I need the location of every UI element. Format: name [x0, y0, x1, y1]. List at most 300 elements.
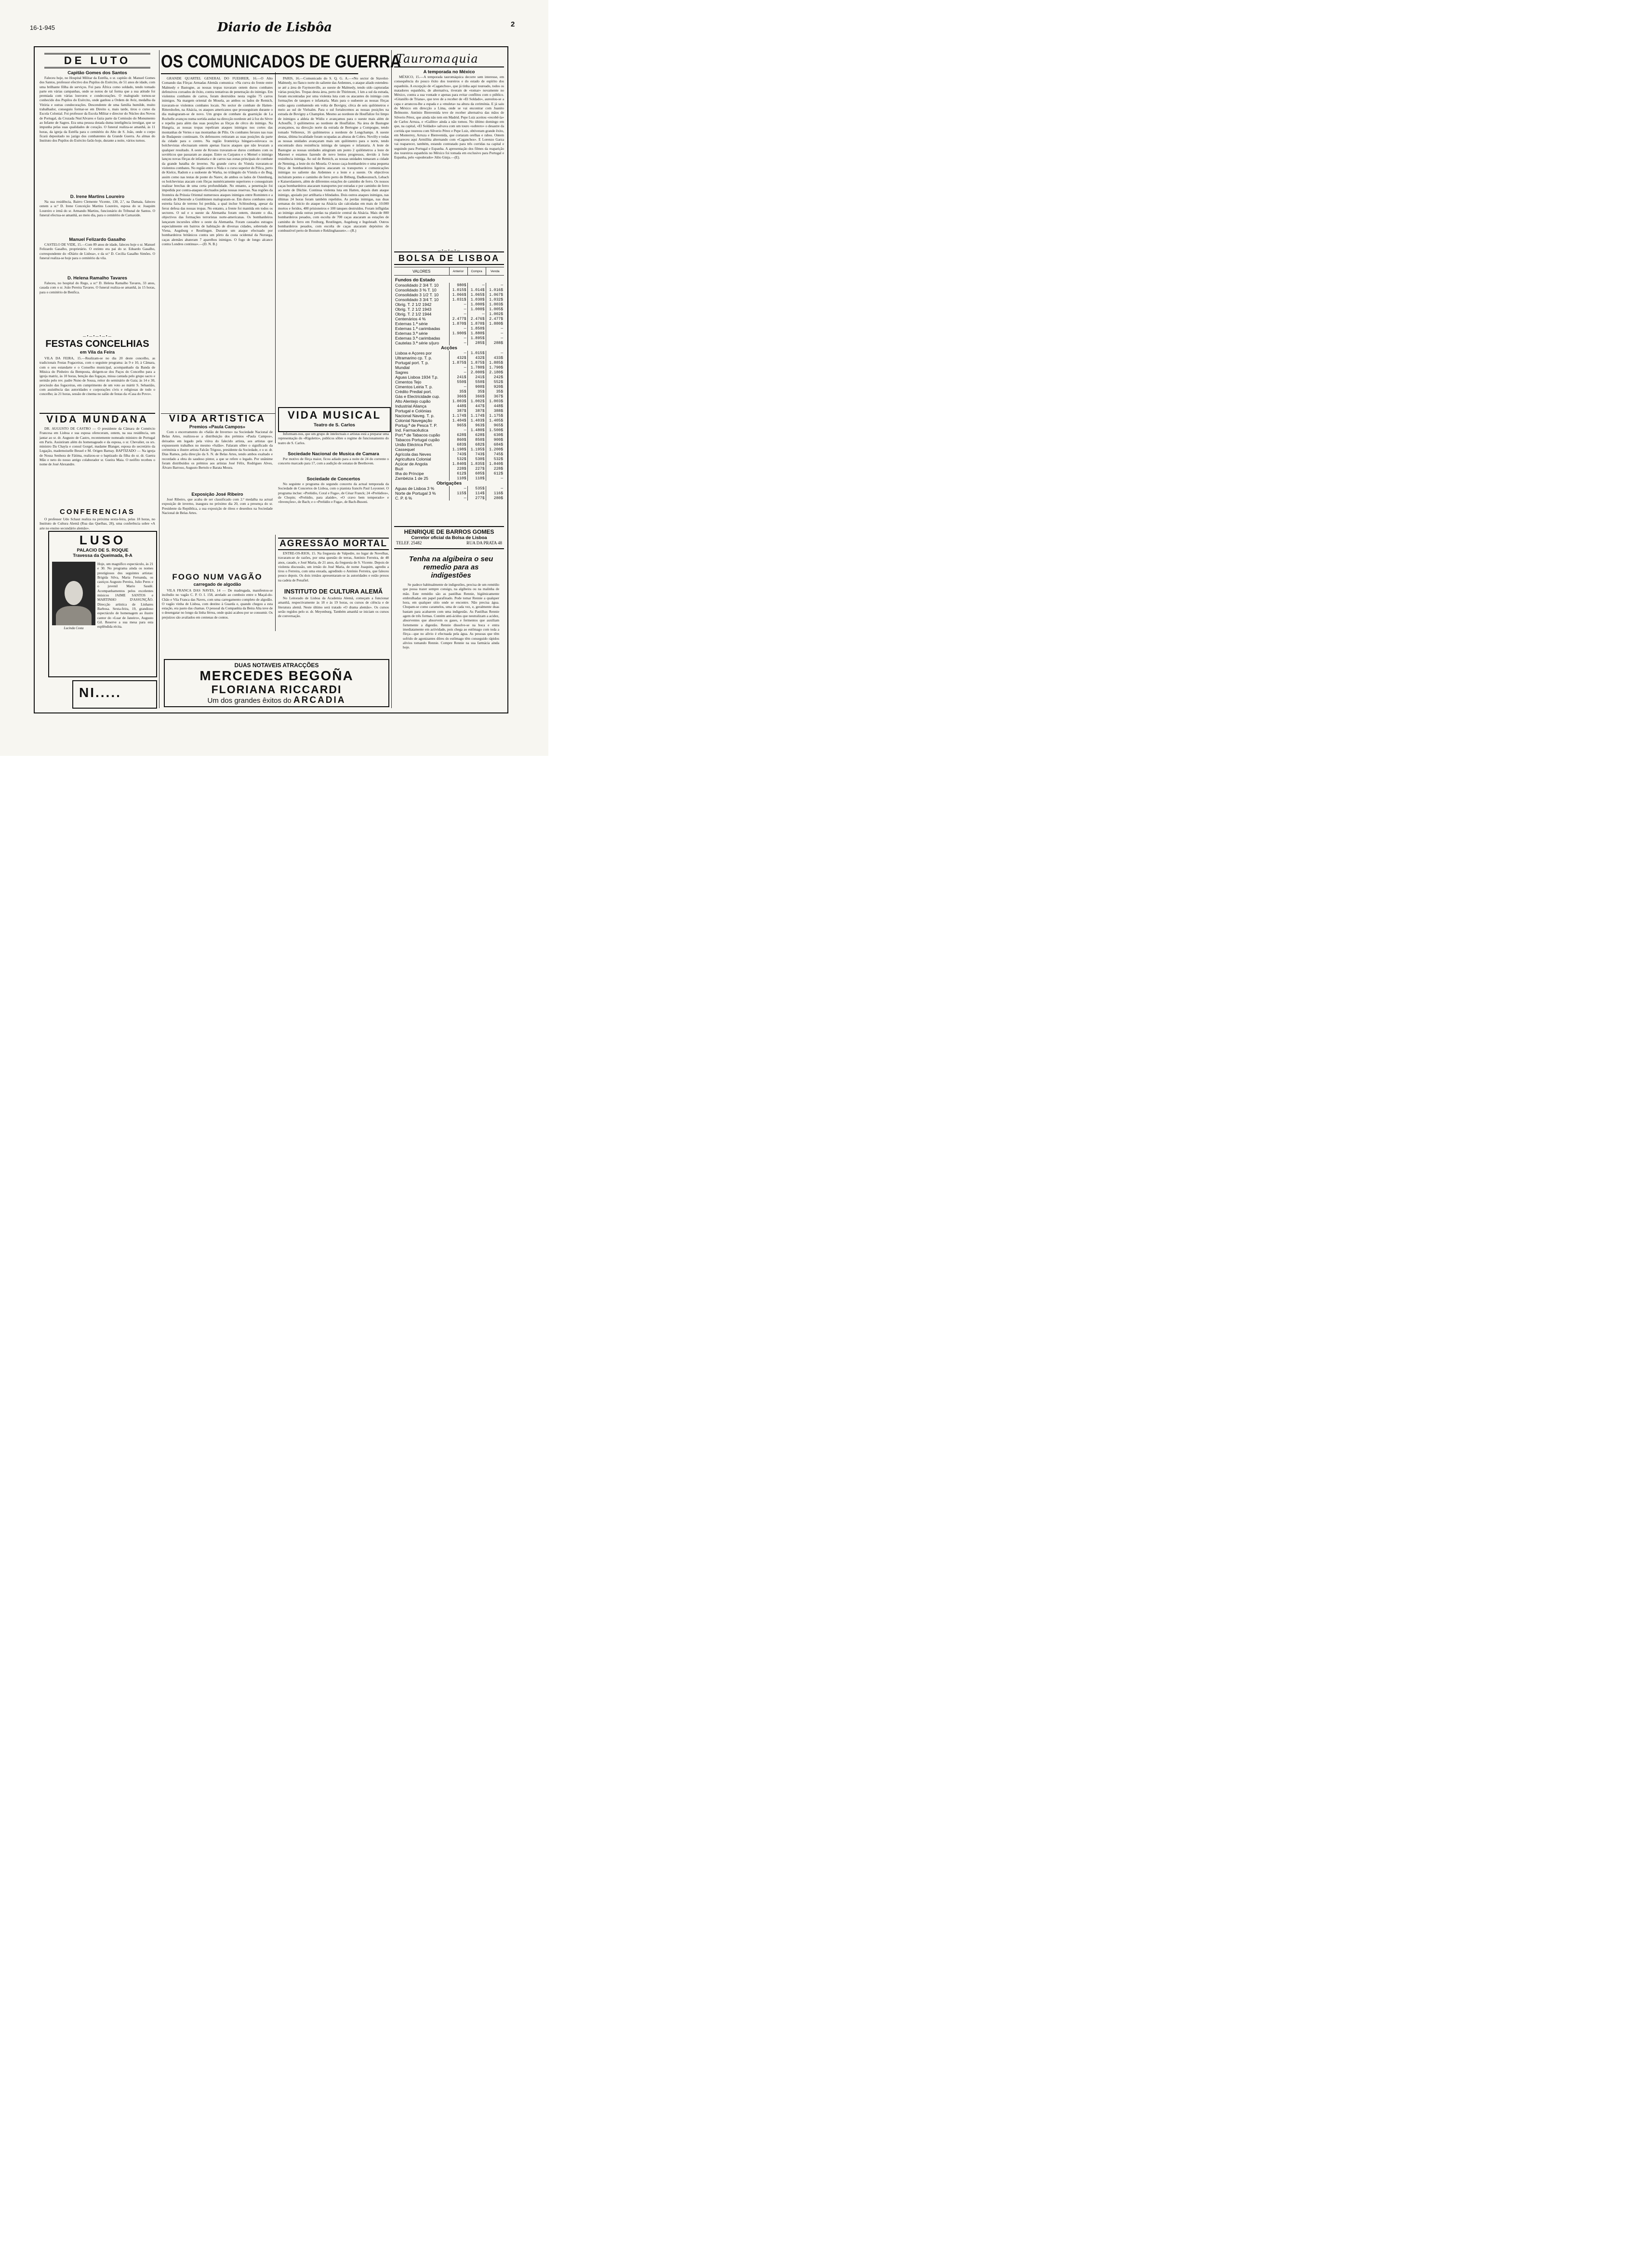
price-venda: 280$ [486, 496, 504, 501]
price-anterior: 743$ [449, 452, 467, 457]
corretor-address: RUA DA PRATA 48 [466, 541, 502, 545]
price-venda: 965$ [486, 423, 504, 428]
ad-line-3-text: Um dos grandes êxitos do [207, 697, 292, 705]
newspaper-page [0, 0, 548, 756]
price-anterior: 1.198$ [449, 447, 467, 452]
bolsa-section-fundos: Fundos do Estado [395, 277, 435, 283]
security-name: Ultramarino cp. T. p. [395, 356, 432, 360]
price-anterior: 387$ [449, 409, 467, 413]
security-name: Obrig. T. 2 1/2 1944 [395, 312, 432, 316]
portrait-shoulders [56, 606, 92, 625]
price-compra: 1.880$ [467, 331, 486, 336]
issue-date: 16-1-945 [30, 24, 55, 31]
price-venda: 1.002$ [486, 312, 504, 316]
security-name: Cautelas 3.ª série s/juro [395, 341, 439, 345]
security-name: Alto Alentejo cupão [395, 399, 431, 404]
instituto-section [278, 588, 389, 628]
price-compra: 1.480$ [467, 428, 486, 433]
accoes-row [394, 365, 504, 370]
price-venda: 1.016$ [486, 288, 504, 292]
fogo-section [162, 572, 273, 633]
price-anterior: 532$ [449, 457, 467, 462]
bolsa-section-obrig: Obrigações [436, 481, 462, 486]
fundos-row [394, 292, 504, 297]
obrig-row [394, 486, 504, 491]
security-name: Lisboa e Açores por [395, 351, 432, 356]
bolsa-section-accoes: Acções [441, 345, 457, 351]
exposicao-title: Exposição José Ribeiro [191, 492, 243, 497]
price-compra: 1.015$ [467, 351, 486, 356]
price-compra: — [467, 312, 486, 316]
accoes-row [394, 404, 504, 409]
rennie-ad [403, 555, 499, 708]
corretor-tel: TELEF. 25482 [396, 541, 422, 545]
price-anterior: 228$ [449, 466, 467, 471]
security-name: Externas 1.ª carimbadas [395, 326, 440, 331]
price-compra: 1.850$ [467, 326, 486, 331]
accoes-row [394, 428, 504, 433]
price-anterior: 448$ [449, 404, 467, 409]
bolsa-section [394, 251, 504, 501]
price-venda: 2.477$ [486, 316, 504, 321]
price-anterior: — [449, 351, 467, 356]
corretor-box [394, 526, 504, 549]
security-name: Externas 3.ª carimbadas [395, 336, 440, 341]
security-name: Portug.ª de Pesca T. P. [395, 423, 438, 428]
tauromaquia-text: MÉXICO, 15.—A temporada tauromáquica decorre sem interesse, em consequência do pouco êxito dos toureiros e do estado de espírito dos espanhóis. A excepção de «Caganchos», que já tinha aqui toureado, todos os matadores espanhóis, de alternativa, tiveram de «tomar» novamente no México, contra a sua vontade e apenas para evitar conflitos com o público. «Gitanillo de Triana», que teve de a receber de «El Soldado», aureolou-se a capa e arrancou-lhe a espada e a «muleta» na altura da cerimónia. E já saiu do México em direcção a Lima, onde se vai encontrar com Juanito Belmonte. António Bienvenida teve de receber alternativa das mãos de Silverio Pérez, que ainda não tem em Madrid. Pepe Luiz aceitou «recebê-la» de Carlos Arruza, e «Gallito» ainda a não tomou. No último domingo em que, na capital, «El Soldado» salvava com um touro «sobrero» o desastre da corrida que toureou com Silverio Pérez e Pepe Luiz, obtiveram grande êxito, em Monterrey, Arruza e Bienvenida, que cortaram orelhas e rabos. Ontem reapareceu aqui Armillita alternando com «Caganchos». E Lorenzo Garza vai reaparecer, também, estando contratado para três corridas na capital e seguindo para Portugal e Espanha. A apresentação dos filmes da reaparição dos toureiros espanhóis no México foi tomada em exclusivo para Portugal e Espanha, pelo «apoderado» Júlio Ginja.—(E). [394, 75, 504, 160]
price-anterior: 432$ [449, 356, 467, 360]
price-compra: 2.000$ [467, 370, 486, 375]
price-venda: 552$ [486, 380, 504, 384]
col-valores: VALORES [412, 269, 431, 274]
instituto-heading: INSTITUTO DE CULTURA ALEMÃ [284, 588, 383, 595]
luso-caption: Lucinda Costa [64, 626, 84, 630]
security-name: Buzi [395, 466, 403, 471]
bolsa-heading: BOLSA DE LISBOA [394, 251, 504, 265]
price-compra: 900$ [467, 384, 486, 389]
rennie-heading: Tenha na algibeira o seu remedio para as indigestões [409, 555, 493, 580]
price-venda: 1.005$ [486, 307, 504, 312]
security-name: Consolidado 3 % T. 10 [395, 288, 437, 292]
price-compra: 227$ [467, 466, 486, 471]
fundos-row [394, 288, 504, 292]
accoes-row [394, 360, 504, 365]
price-venda: 228$ [486, 466, 504, 471]
luso-text: Hoje, um magnífico espectáculo, às 21 e 30. No programa ainda os nomes prestigiosos dos seguintes artistas: Brigida Silva, Maria Fernanda, os castiços Augusto Pereira, Julio Peres e o juvenil Mario Saudé. Acompanhamentos pelos excelentes músicos JAIME SANTOS e MARTINHO D'ASSUNÇÃO. Direcção artística de Linhares Barbosa. Sexta-feira, 19, grandioso espectáculo de homenagem ao ilustre cantor do «Luar de Janeiro», Augusto Gil. Reserve a sua mesa para esta esplêndida récita. [97, 562, 153, 629]
price-anterior: 1.404$ [449, 418, 467, 423]
ad-line-3 [165, 696, 388, 706]
price-compra: 1.000$ [467, 307, 486, 312]
accoes-row [394, 380, 504, 384]
security-name: Cimentos Tejo [395, 380, 422, 384]
price-compra: 1.403$ [467, 418, 486, 423]
accoes-row [394, 351, 504, 356]
security-name: Colonial Navegação [395, 418, 432, 423]
luto-text-2: Na sua residência, Bairro Clemente Vicente, 130, 2.º, na Damaia, faleceu ontem a sr.ª D. Irene Conceição Martins Loureiro, esposa do sr. Joaquim Loureiro e irmã do sr. Armando Martins, funcionário do Tribunal de Santos. O funeral efectua-se amanhã, ao meio dia, para o cemitério de Carnaxide. [40, 199, 155, 217]
price-venda: 684$ [486, 442, 504, 447]
accoes-row [394, 437, 504, 442]
price-anterior: 115$ [449, 491, 467, 496]
price-anterior: 612$ [449, 471, 467, 476]
price-anterior: 1.003$ [449, 399, 467, 404]
security-name: Cimentos Leiria T. p. [395, 384, 433, 389]
price-venda: 242$ [486, 375, 504, 380]
security-name: Açúcar de Angola [395, 462, 428, 466]
price-venda: 1.880$ [486, 321, 504, 326]
security-name: Norte de Portugal 3 % [395, 491, 436, 496]
security-name: Consolidado 3 3/4 T. 10 [395, 297, 439, 302]
ad-line-1: MERCEDES BEGOÑA [199, 668, 354, 683]
security-name: Externas 1.ª série [395, 321, 428, 326]
price-anterior: — [449, 336, 467, 341]
vida-musical-heading: VIDA MUSICAL [287, 409, 382, 421]
price-compra: 1.835$ [467, 462, 486, 466]
price-compra: 1.870$ [467, 321, 486, 326]
price-venda: 1.032$ [486, 297, 504, 302]
column-rule [275, 72, 276, 443]
fogo-sub: carregado de algodão [193, 582, 241, 587]
price-anterior: 1.031$ [449, 297, 467, 302]
luso-photo [52, 562, 95, 625]
accoes-row [394, 418, 504, 423]
agressao-section [278, 538, 389, 595]
price-anterior: 965$ [449, 423, 467, 428]
price-compra: 605$ [467, 471, 486, 476]
tauromaquia-section [394, 50, 504, 243]
security-name: Crédito Predial port. [395, 389, 432, 394]
price-anterior: 1.870$ [449, 321, 467, 326]
accoes-row [394, 370, 504, 375]
price-venda: 1.840$ [486, 462, 504, 466]
price-compra: 110$ [467, 476, 486, 481]
price-venda: 532$ [486, 457, 504, 462]
fundos-row [394, 302, 504, 307]
sao-carlos-title: Teatro de S. Carlos [314, 422, 355, 428]
security-name: Cassequel [395, 447, 415, 452]
security-name: Agricultura Colonial [395, 457, 431, 462]
bolsa-table [394, 267, 504, 501]
price-venda: 1.405$ [486, 418, 504, 423]
fundos-row [394, 326, 504, 331]
price-venda: 900$ [486, 437, 504, 442]
price-venda: 1.003$ [486, 302, 504, 307]
accoes-row [394, 466, 504, 471]
price-anterior: 241$ [449, 375, 467, 380]
luso-name: LUSO [79, 533, 126, 547]
accoes-row [394, 375, 504, 380]
price-anterior: 1.875$ [449, 360, 467, 365]
accoes-row [394, 399, 504, 404]
security-name: Consolidado 3 1/2 T. 10 [395, 292, 439, 297]
col-venda: Venda [486, 267, 504, 276]
price-venda: 920$ [486, 384, 504, 389]
price-anterior: 1.900$ [449, 331, 467, 336]
festas-sub: em Vila da Feira [80, 350, 115, 355]
price-anterior: — [449, 496, 467, 501]
price-venda: 1.790$ [486, 365, 504, 370]
price-venda: 612$ [486, 471, 504, 476]
rennie-text: Se padece habitualmente de indigestões, precisa de um remédio que possa trazer sempre consigo, na algibeira ou na malinha de mão. Este remédio são as pastilhas Rennie, higiènicamente embrulhadas em papel parafinado. Pode tomar Rennie a qualquer hora, em qualquer sitio onde se encontre. Não precisa água. Chupam-se como caramelos, uma de cada vez, e, geralmente duas bastam para acabarem com uma indigestão. As Pastilhas Rennie agem de três formas. Contém anti-ácidos que neutralizam a acidez, absorventes que absorvem os gases, e fermentos que auxiliam fortemente a digestão. Rennie dissolve-se na boca e entra imediatamente em actividade, pois chega ao estômago com toda a fôrça—que no alívio é efectuada pela água. As pessoas que têm sofrido de agonizantes dôres do estômago têm conseguido rápidos alivios tomando Rennie. Compre Rennie na sua farmácia ainda hoje. [403, 582, 499, 650]
security-name: Zambézia 1 de 25 [395, 476, 428, 481]
sao-carlos-text: Informam-nos, que um grupo de intelectuais e artistas está a preparar uma representação do «Rigoletto», publicos sôbre o regime de funcionamento do teatro de S. Carlos. [278, 432, 389, 445]
price-anterior: 1.066$ [449, 292, 467, 297]
price-venda: 2.180$ [486, 370, 504, 375]
price-compra: 963$ [467, 423, 486, 428]
festas-text: VILA DA FEIRA, 15.—Realizam-se no dia 20 deste concelho, as tradicionais Festas Fogaceiras, com o seguinte programa: às 9 e 10, à Câmara, com o seu estandarte e o Conselho municipal, acompanhado da Banda de Música do Pinheiro da Bemposta, dirigem-se dos Paços do Concelho para a igreja matriz, às 10 horas, benção das fogaças, missa cantada pelo grupo sacro e sermão pelo rev. padre Nuno de Sousa, reitor do seminário de Gaia; às 14 e 30, procissão das fogaceiras, em cumprimento de um voto ao mártir S. Sebastião, com assistência das autoridades e corporações civis e religiosas de todo o concelho; às 21 horas, sessão de cinema no salão de festas da «Casa do Povo». [40, 356, 155, 396]
fogo-text: VILA FRANCA DAS NAVES, 14 — De madrugada, manifestou-se incêndio no vagão C. P. O. I. 158, atrelado ao comboio entre o Maçal-do-Chão e Vila Franca das Naves, com uma carregamento completo de algodão. O vagão vinha de Lisboa, com destino à Guarda e, quando chegou a esta estação, era pasto das chamas. O pessoal da Companhia da Beira Alta teve de o desengatar no longo da linha férrea, onde quási acabou por se consumir. Os prejuízos são avaliados em centenas de contos. [162, 588, 273, 620]
comunicados-col1: GRANDE QUARTEL GENERAL DO FUEHRER, 16.—O Alto Comando das Fôrças Armadas Alemãs comunica: «Na curva do frente entre Malmedy e Bastogne, as nossas tropas travaram ontem duros combates defensivos coroados de êxito, contra tentativas de penetração do inimigo. Em violentos combates de carros, foram destruídos nesta região 75 carros inimigos. Na margem oriental do Mosela, ao ambos os lados de Remich, travaram-se violentos combates locais. No sector de combate de Hatten-Rittershofen, na Alsácia, os ataques americanos que prosseguiram durante o dia malograram-se de novo. Um grupo de combate da guarnição de La Rochelle avançou numa sortida audaz na direcção nordeste até à foz do Sèvre e repeliu para além das suas posições as fôrças de cêrco do inimigo. Na Hungria, as nossas tropas repeliram ataques inimigos nos cortes das montanhas de Vertes e nas montanhas de Pilis. Os combates ferozes nas ruas de Budapeste continuam. Os defensores retiraram as suas posições da parte da cidade para o centro. Na região fronteiriça húngaro-eslovaca os bolchevistas efectuaram ontem apenas fracos ataques que não levaram a qualquer resultado. A oeste de Krosno travaram-se duros combates com os soviéticos que passaram ao ataque. Entre os Carpatos e o Memel o inimigo lançou novas fôrças de infantaria e de carros nas zonas principais de combate da grande batalha de inverno. Na grande curva do Vistula travaram-se violentos combates. No região entre o Nida e o curso superior do Pilica, perto de Kielce, Radom e a sudoeste de Warka, no triângulo do Vístula e do Bug, assim como nas testas de ponte do Narev, de ambos os lados de Ostenburg, os bolchevistas atacam com fôrças numèricamente superiores e conseguiram realizar brechas de uma certa profundidade. No entanto, a penetração foi impedida por contra-ataques efectuados pelas nossas reservas. Nas regiões da fronteira da Prússia Oriental numerosos ataques inimigos entre Rominten e a estrada de Ebenrode a Gumbinnen malograram-se. Em duros combates uma estreita faixa de terreno foi perdida, a qual inclue Schlossberg, apesar da feroz defesa das nossas tropas. No entanto, a frente foi mantida em todos os sectores. O sul e o sueste da Alemanha foram ontem, durante o dia, objectivos das formações terroristas norte-americanas. Os bombardeiros lançaram incursões sôbre o oeste da Alemanha. Foram causados estragos especialmente em bairros de habitação de diversas cidades, sobretudo de Viena, Augsburg e Reutlingen. Durante um ataque efectuado por bombardeiros britânicos contra um pôrto da costa ocidental da Noruega, caças alemães abateram 7 aparelhos inimigos. O fogo de longo alcance contra Londres continua».—(D. N. B.) [162, 76, 273, 246]
price-anterior: — [449, 326, 467, 331]
price-compra: 535$ [467, 486, 486, 491]
bolsa-header-row [394, 267, 504, 276]
price-anterior: 550$ [449, 380, 467, 384]
security-name: Portugal e Colónias [395, 409, 432, 413]
luso-ad [48, 531, 157, 677]
ni-text: NI..... [79, 685, 121, 700]
festas-heading: FESTAS CONCELHIAS [45, 339, 149, 349]
vida-musical-section [278, 432, 389, 522]
price-venda: — [486, 326, 504, 331]
obrig-row [394, 496, 504, 501]
price-compra: 387$ [467, 409, 486, 413]
price-anterior: 110$ [449, 476, 467, 481]
security-name: Obrig. T. 2 1/2 1942 [395, 302, 432, 307]
price-compra: 1.065$ [467, 292, 486, 297]
security-name: Agrícola das Neves [395, 452, 431, 457]
price-venda: 1.885$ [486, 360, 504, 365]
price-compra: 241$ [467, 375, 486, 380]
price-anterior: 2.477$ [449, 316, 467, 321]
security-name: Externas 3.ª série [395, 331, 428, 336]
price-compra: 550$ [467, 380, 486, 384]
price-venda: 288$ [486, 341, 504, 345]
arcadia-ad [164, 659, 389, 707]
column-rule [391, 50, 392, 708]
vida-artistica-heading: VIDA ARTISTICA [169, 413, 266, 424]
newspaper-title: Diario de Lisbôa [217, 20, 332, 35]
price-anterior: — [449, 365, 467, 370]
security-name: Nacional Naveg. T. p. [395, 413, 435, 418]
security-name: União Eléctrica Port. [395, 442, 433, 447]
comunicados-col2: PARIS, 16.—Comunicado do S. Q. G. A.—«No sector de Stavelot-Malmedy, no flanco norte do saliente das Ardennes, o ataque aliado estendeu-se até a área de Faymonville, ao sueste de Malmedy, tendo sido capturadas várias posições. Tropas desta área, perto de Thirimont, 1 km a sul da estrada, foram encontradas por uma violenta luta com os atacantes do inimigo com formações de tanques e infantaria. Mais para o sudoeste as nossas fôrças estão agora combatendo em volta de Bovigny, cêrca de seis quilómetros e meio ao sul de Vielsalm. Para o sul fortalecemos as nossas posições na estrada de Bovigny a Champlon. Mesmo ao nordeste de Houffalize foi limpo de inimigos a aldeia de Widiu e avançamos para o sueste mais além de Achouffe, 3 quilómetros ao nordeste de Houffalize. Na área de Bastogne avançamos, na direcção norte da estrada de Bertogne a Compogne, tendo tomado Vellereux, 16 quilómetros a nordeste de Longchamps. A sueste destas, última localidade foram ocupadas as alturas de Cobru. Novilly e todas as nossas unidades avançaram mais um quilómetro para o norte, tendo encontrado dura resistência inimiga de tanques e infantaria. A leste de Bastogne as nossas unidades atingiram um ponto 2 quilómetros a leste de Marenet e estamos fazendo de novo lentos progressos, devido à forte resistência inimiga. Ao sul de Remich, as nossas unidades tomaram a cidade de Nenning, a leste do rio Mosela. O nosso caça-bombardeiro e uma pequena fôrça de bombardeiros ligeiros atacaram os transportes e comunicações inimigas no saliente das Ardennes e a leste e a sueste. Os objectivos incluíram pontes e caminho de ferro perto de Bitburg, Dadkeoznuch, Lebach e Kaiserslautern, além de diferentes estações de caminho de ferro. Os nossos caças bombardeiros atacaram transportes por estradas e por caminho de ferro ao norte de Düchie. Continua violenta luta em Hatten, depois dum ataque inimigo, apoiado por artilharia e blindados. Dois outros ataques inimigos, nas últimas 24 horas foram também repelidos. As perdas inimigas, nas duas semanas do início do ataque na Alsácia são calculadas em mais de 10.000 mortos e feridos, 400 prisioneiros e 100 tanques destruídos. Foram infligidas ao inimigo ainda outras perdas na planície central da Alsácia. Mais de 800 bombardeiros pesados, com escolta de 700 caças atacaram as estações de caminho de ferro em Freiburg, Reutlingen, Augsburg e Ingolstadt. Outros bombardeiros pesados, com escolta de caças atacaram depósitos de combustível perto de Bostum e Reklinghausen».—(R.) [278, 76, 389, 233]
accoes-row [394, 423, 504, 428]
accoes-row [394, 394, 504, 399]
accoes-row [394, 384, 504, 389]
price-compra: 628$ [467, 433, 486, 437]
price-anterior: — [449, 302, 467, 307]
fundos-row [394, 307, 504, 312]
fogo-heading: FOGO NUM VAGÃO [172, 572, 263, 581]
price-anterior: — [449, 384, 467, 389]
price-compra: 447$ [467, 404, 486, 409]
price-compra: 1.014$ [467, 288, 486, 292]
luto-title-2: D. Irene Martins Loureiro [70, 194, 125, 199]
price-compra: 1.895$ [467, 336, 486, 341]
price-compra: 1.002$ [467, 399, 486, 404]
mundana-heading: VIDA MUNDANA [40, 413, 155, 425]
festas-section [40, 339, 155, 419]
comunicados-heading: OS COMUNICADOS DE GUERRA [161, 50, 358, 74]
col-anterior: Anterior [449, 267, 467, 276]
instituto-text: No Leitorado de Lisboa da Academia Alemã, começam a funcionar amanhã, respectivamente às 18 e às 19 horas, os cursos de ciência e de literatura alemã. Neste último será tratado «O drama alemão». Os cursos serão regidos pelo sr. dr. Meyenburg. Também amanhã se iniciam os cursos de conversação. [278, 596, 389, 619]
luto-title-1: Capitão Gomes dos Santos [67, 70, 127, 76]
price-anterior: 1.840$ [449, 462, 467, 466]
security-name: Aguas Lisboa 1934 T.p. [395, 375, 438, 380]
accoes-row [394, 413, 504, 418]
security-name: Obrig. T. 2 1/2 1943 [395, 307, 432, 312]
price-venda: — [486, 331, 504, 336]
accoes-row [394, 447, 504, 452]
security-name: Port.ª de Tabacos cupão [395, 433, 440, 437]
security-name: Industrial Aliança [395, 404, 426, 409]
agressao-text: ENTRE-OS-RIOS, 15. Na freguesia de Valpedre, no lugar de Novelhas, travaram-se de razões, por uma questão de terras, António Ferreira, de 48 anos, casado, e José Maria, de 21 anos, da freguesia de S. Vicente. Depois de violenta discussão, um irmão do José Maria, de nome Joaquim, agrediu a tiros o Ferreira, com uma enxada, agredindo o António Ferreira, que faleceu pouco depois. Os dois irmãos apresentaram-se às autoridades e estão presos na cadeia de Penafiel. [278, 551, 389, 582]
vida-musical-box [278, 407, 391, 432]
luso-sub: PALACIO DE S. ROQUE [77, 548, 129, 553]
price-anterior: 35$ [449, 389, 467, 394]
price-venda: 116$ [486, 491, 504, 496]
luto-text-3: CASTELO DE VIDE, 15.—Com 89 anos de idade, faleceu hoje o sr. Manuel Felizardo Gasalho, proprietário. O extinto era pai do sr. Eduardo Gasalho, correspondente do «Diário de Lisboa», e da sr.ª D. Cecília Gasalho Simões. O funeral realiza-se hoje para o cemitério da vila. [40, 242, 155, 260]
accoes-row [394, 356, 504, 360]
security-name: Centenários 4 % [395, 316, 426, 321]
price-anterior: — [449, 428, 467, 433]
concertos-text: No seguinte e programa do segundo concerto da actual temporada da Sociedade de Concertos de Lisboa, com o pianista francês Paul Loyonnet. O programa inclue: «Prelúdio, Coral e Fuga», de César Franck; 24 «Prelúdios», de Chopin; «Prelúdio, para alaúde», «O cravo bem temperado» e «Invenções», de Bach; e o «Prelúdio e Fuga», de Bach-Busoni. [278, 482, 389, 504]
price-compra: 2.476$ [467, 316, 486, 321]
ad-top: DUAS NOTAVEIS ATRACÇÕES [234, 662, 319, 669]
price-venda: 1.200$ [486, 447, 504, 452]
accoes-row [394, 452, 504, 457]
security-name: Portugal port. T. p. [395, 360, 429, 365]
fundos-row [394, 336, 504, 341]
price-venda: 433$ [486, 356, 504, 360]
fundos-row [394, 297, 504, 302]
accoes-row [394, 442, 504, 447]
price-compra: 1.195$ [467, 447, 486, 452]
price-venda: 630$ [486, 433, 504, 437]
portrait-face [65, 581, 83, 605]
security-name: Ilha do Príncipe [395, 471, 424, 476]
corretor-contact [394, 541, 504, 545]
price-venda: 1.067$ [486, 292, 504, 297]
concertos-title: Sociedade de Concertos [306, 476, 360, 482]
corretor-role: Corretor oficial da Bolsa de Lisboa [411, 535, 487, 541]
price-compra: 35$ [467, 389, 486, 394]
divider: —•—•—•— [438, 249, 461, 252]
tauromaquia-sub: A temporada no México [423, 69, 475, 75]
premios-text: Com o encerramento do «Salão de Inverno» na Sociedade Nacional de Belas Artes, realizou-se a distribuição dos prémios «Paula Campos», deixados em legado pela viúva do falecido artista, aos artistas que expusessem trabalhos no mesmo «Salão». Falaram sôbre o significado da cerimónia o ilustre artista Falcão Trigoso, presidente da Sociedade, e o sr. dr. Dias Ramos, pela direcção da S. N. de Belas Artes, tendo ambos exaltado e recordado a obra do saudoso pintor, a que se refere o legado. Por unânime foram distribuídos os prémios aos artistas José Félix, Rodrigues Alves, Álvaro Barroso, Augusto Bertolo e Barata Moura. [162, 430, 273, 470]
luto-title-3: Manuel Felizardo Gasalho [69, 237, 126, 242]
price-compra: 743$ [467, 452, 486, 457]
price-venda: 448$ [486, 404, 504, 409]
price-venda: 1.500$ [486, 428, 504, 433]
price-anterior: 683$ [449, 442, 467, 447]
price-venda: 35$ [486, 389, 504, 394]
price-compra: 1.875$ [467, 360, 486, 365]
price-anterior: — [449, 307, 467, 312]
luto-title-4: D. Helena Ramalho Tavares [67, 276, 127, 281]
price-compra: 432$ [467, 356, 486, 360]
price-compra: 1.174$ [467, 413, 486, 418]
luto-text-1: Faleceu hoje, no Hospital Militar da Estrêla, o sr. capitão dr. Manuel Gomes dos Santos, professor efectivo dos Pupilos do Exército, de 51 anos de idade, com uma brilhante fôlha de serviços. Foi para África como soldado, tendo tomado parte em várias campanhas, onde se notou de tal forma que a sua atitude foi premiada com várias louvores e condecorações. O malogrado tornou-se conhecido dos Pupilos do Exército, onde ganhou a Ordem de Aviz, medalha da Vitória e outras condecorações. Descendente de uma família humilde, muito trabalhador, conseguiu formar-se em Direito e, mais tarde, tirou o curso da Escola Colonial. Foi professor da Escola Militar e director do Núcleo dos Novos de Portugal, da Cruzada Nun'Alvares e fazia parte da Comissão do Monumento ao Infante de Sagres. Era uma pessoa dotada duma inteligência invulgar, que se impunha pelas suas qualidades de coração. O funeral realiza-se amanhã, às 11 horas, da igreja da Estrêla para o cemitério do Alto de S. João, onde o corpo ficará depositado no jazigo dos combatentes da Grande Guerra. As almas do Instituto dos Pupilos do Exército farão hoje, durante a noite, vários turnos. [40, 76, 155, 143]
price-compra: 530$ [467, 457, 486, 462]
price-venda: — [486, 476, 504, 481]
conferencias-text: O professor Udo Schaut realiza na próxima sexta-feira, pelas 18 horas, no Instituto de Cultura Alemã (Rua das Quelhas, 28), uma conferência sobre «A arte no ensino secundário alemão». [40, 517, 155, 530]
camara-text: Por motivo de fôrça maior, ficou adiado para a noite de 24 do corrente o concerto marcado para 17, com a audição de sonatas de Beethoven. [278, 457, 389, 466]
price-anterior: 1.174$ [449, 413, 467, 418]
price-compra: 366$ [467, 394, 486, 399]
conferencias-heading: CONFERENCIAS [59, 508, 135, 516]
price-anterior: 366$ [449, 394, 467, 399]
fundos-row [394, 341, 504, 345]
security-name: Mundial [395, 365, 410, 370]
price-compra: 285$ [467, 341, 486, 345]
accoes-row [394, 462, 504, 466]
price-venda: 367$ [486, 394, 504, 399]
security-name: Aguas de Lisboa 3 % [395, 486, 435, 491]
price-anterior: — [449, 312, 467, 316]
luto-heading: DE LUTO [44, 53, 150, 68]
price-anterior: — [449, 486, 467, 491]
luto-section [40, 53, 155, 303]
page-number: 2 [511, 20, 515, 28]
security-name: Gás e Electricidade cup. [395, 394, 440, 399]
security-name: Consolidado 2 3/4 T. 10 [395, 283, 439, 288]
price-compra: — [467, 283, 486, 288]
fundos-row [394, 321, 504, 326]
fundos-row [394, 331, 504, 336]
price-anterior: 628$ [449, 433, 467, 437]
mundana-section [40, 413, 155, 508]
accoes-row [394, 409, 504, 413]
security-name: Sagres [395, 370, 409, 375]
ni-box [72, 680, 157, 709]
price-compra: 1.030$ [467, 297, 486, 302]
security-name: Ind. Farmacêutica [395, 428, 428, 433]
divider: —•—•—•—•— [82, 334, 112, 338]
price-anterior: — [449, 341, 467, 345]
price-venda: 388$ [486, 409, 504, 413]
price-anterior: — [449, 370, 467, 375]
fundos-row [394, 312, 504, 316]
accoes-row [394, 457, 504, 462]
col-compra: Compra [467, 267, 486, 276]
security-name: Tabacos Portugal cupão [395, 437, 440, 442]
price-venda: — [486, 336, 504, 341]
price-compra: 850$ [467, 437, 486, 442]
accoes-row [394, 471, 504, 476]
luso-address: Travessa da Queimada, 8-A [73, 553, 133, 558]
agressao-heading: AGRESSÃO MORTAL [278, 538, 389, 550]
exposicao-text: José Ribeiro, que acaba de ser classificado com 2.ª medalha na actual exposição de inverno, inaugura no próximo dia 20, com a presença do sr. Presidente da República, a sua exposição de óleos e desenhos na Sociedade Nacional de Belas Artes. [162, 497, 273, 515]
price-anterior: 980$ [449, 283, 467, 288]
price-compra: 1.780$ [467, 365, 486, 370]
camara-title: Sociedade Nacional de Musica de Camara [288, 451, 379, 457]
price-compra: 277$ [467, 496, 486, 501]
accoes-row [394, 433, 504, 437]
arcadia-name: ARCADIA [293, 695, 346, 705]
fundos-row [394, 283, 504, 288]
tauromaquia-heading: Tauromaquia [394, 50, 504, 67]
obrig-row [394, 491, 504, 496]
price-anterior: 860$ [449, 437, 467, 442]
ad-line-2: FLORIANA RICCARDI [211, 683, 342, 696]
corretor-name: HENRIQUE DE BARROS GOMES [404, 528, 494, 535]
accoes-row [394, 476, 504, 481]
price-compra: 114$ [467, 491, 486, 496]
mundana-text: DR. AUGUSTO DE CASTRO — O presidente da Câmara de Comércio Francesa em Lisboa e sua esposa ofereceram, ontem, na sua residência, um jantar ao sr. dr. Augusto de Castro, recentemente nomeado ministro de Portugal em Paris. Assistiram além do homenageado e da esposa, o sr. Chevalier, os srs. ministro Da Chayla e consul Gorgel, madame Blanger, esposa do secretário da Legação, mademoiselle Bessel e M. Origen Barnay. BAPTIZADO — Na igreja de Nossa Senhora de Fátima, realizou-se o baptizado da filha do sr. dr. Gaetra Mão e neto do nosso antigo colaborador sr. Gueira Maia. O neófito recebeu o nome de José Alexandre. [40, 426, 155, 467]
price-venda: 745$ [486, 452, 504, 457]
premios-title: Premios «Paula Campos» [189, 424, 246, 430]
price-compra: 1.000$ [467, 302, 486, 307]
